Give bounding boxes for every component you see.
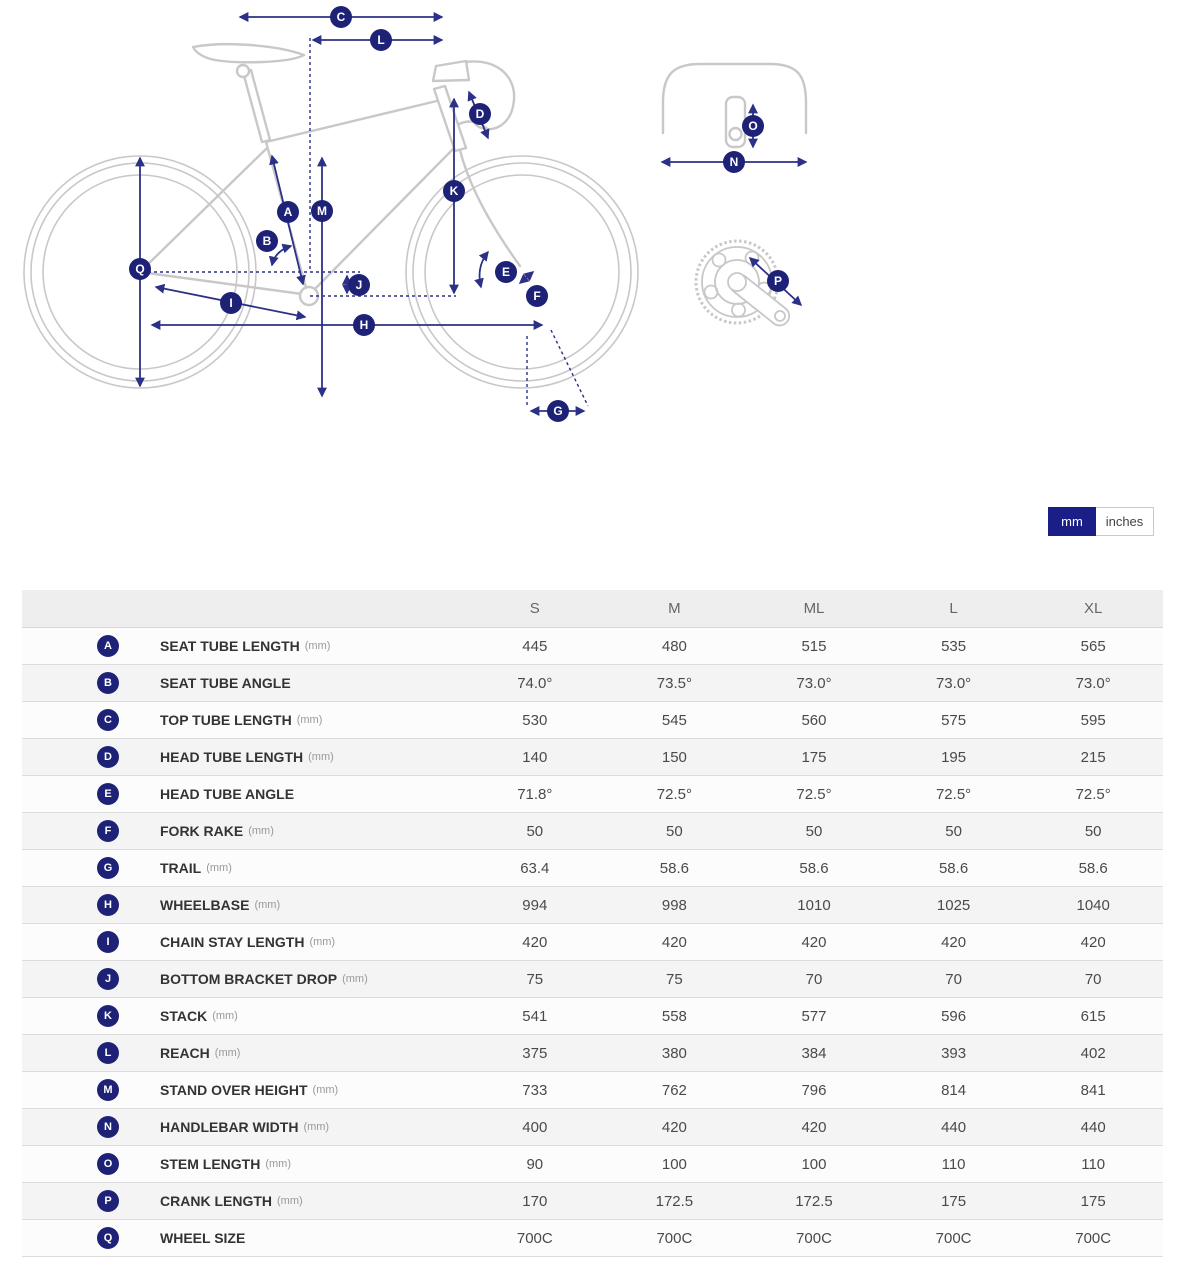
- row-value: 420: [465, 924, 605, 961]
- row-value: 420: [605, 924, 745, 961]
- row-value: 814: [884, 1072, 1024, 1109]
- svg-text:H: H: [359, 318, 369, 332]
- row-letter-badge: G: [97, 857, 119, 879]
- row-value: 700C: [465, 1220, 605, 1257]
- badge-M: [311, 200, 333, 222]
- row-value: 420: [1023, 924, 1163, 961]
- row-value: 402: [1023, 1035, 1163, 1072]
- row-unit: (mm): [296, 714, 323, 726]
- row-value: 998: [605, 887, 745, 924]
- row-label: SEAT TUBE ANGLE: [160, 675, 291, 691]
- row-value: 50: [605, 813, 745, 850]
- badge-B: [256, 230, 278, 252]
- row-label: SEAT TUBE LENGTH: [160, 638, 300, 654]
- table-row: [22, 1146, 1163, 1183]
- row-label-cell: [22, 628, 465, 665]
- row-value: 384: [744, 1035, 884, 1072]
- row-value: 90: [465, 1146, 605, 1183]
- row-label: TOP TUBE LENGTH: [160, 712, 292, 728]
- row-letter-badge: E: [97, 783, 119, 805]
- row-label-cell: [22, 665, 465, 702]
- row-value: 400: [465, 1109, 605, 1146]
- row-value: 70: [884, 961, 1024, 998]
- geometry-diagram-svg: [0, 0, 1185, 470]
- row-value: 615: [1023, 998, 1163, 1035]
- row-label-cell: [22, 813, 465, 850]
- row-value: 72.5°: [744, 776, 884, 813]
- row-value: 73.0°: [1023, 665, 1163, 702]
- row-value: 50: [465, 813, 605, 850]
- badge-I: [220, 292, 242, 314]
- row-value: 440: [884, 1109, 1024, 1146]
- row-value: 535: [884, 628, 1024, 665]
- svg-text:M: M: [317, 204, 327, 218]
- table-row: [22, 702, 1163, 739]
- svg-text:O: O: [748, 119, 758, 133]
- row-label-cell: [22, 850, 465, 887]
- row-unit: (mm): [308, 751, 334, 763]
- row-value: 50: [1023, 813, 1163, 850]
- row-value: 58.6: [744, 850, 884, 887]
- row-value: 375: [465, 1035, 605, 1072]
- row-value: 175: [744, 739, 884, 776]
- row-letter-badge: A: [97, 635, 119, 657]
- badge-O: [742, 115, 764, 137]
- row-value: 560: [744, 702, 884, 739]
- row-value: 575: [884, 702, 1024, 739]
- badge-K: [443, 180, 465, 202]
- svg-text:J: J: [355, 278, 363, 292]
- row-letter-badge: J: [97, 968, 119, 990]
- row-unit: (mm): [304, 640, 331, 652]
- row-value: 596: [884, 998, 1024, 1035]
- handlebar-front-view: [663, 64, 806, 147]
- badge-E: [495, 261, 517, 283]
- row-value: 175: [1023, 1183, 1163, 1220]
- row-value: 577: [744, 998, 884, 1035]
- row-label: HEAD TUBE LENGTH: [160, 749, 304, 765]
- table-row: [22, 665, 1163, 702]
- row-value: 110: [884, 1146, 1024, 1183]
- row-label: REACH: [160, 1045, 210, 1061]
- row-value: 420: [744, 924, 884, 961]
- row-unit: (mm): [248, 825, 274, 837]
- row-value: 762: [605, 1072, 745, 1109]
- badge-H: [353, 314, 375, 336]
- table-row: [22, 961, 1163, 998]
- size-header-s: S: [465, 590, 605, 628]
- row-label-cell: [22, 1035, 465, 1072]
- construction-lines: [142, 38, 588, 406]
- row-label: FORK RAKE: [160, 823, 244, 839]
- row-letter-badge: F: [97, 820, 119, 842]
- row-value: 530: [465, 702, 605, 739]
- unit-toggle-mm-button[interactable]: mm: [1048, 507, 1096, 536]
- table-row: [22, 1035, 1163, 1072]
- row-label: STAND OVER HEIGHT: [160, 1082, 308, 1098]
- row-value: 445: [465, 628, 605, 665]
- table-row: [22, 776, 1163, 813]
- row-unit: (mm): [312, 1084, 339, 1096]
- badge-C: [330, 6, 352, 28]
- table-row: [22, 628, 1163, 665]
- size-header-xl: XL: [1023, 590, 1163, 628]
- row-unit: (mm): [212, 1010, 238, 1022]
- svg-text:B: B: [262, 234, 272, 248]
- table-row: [22, 924, 1163, 961]
- svg-text:G: G: [553, 404, 563, 418]
- row-label-cell: [22, 1183, 465, 1220]
- row-unit: (mm): [206, 862, 232, 874]
- svg-text:D: D: [475, 107, 485, 121]
- bike-geometry-diagram: [0, 0, 1185, 470]
- row-letter-badge: K: [97, 1005, 119, 1027]
- row-label-cell: [22, 1109, 465, 1146]
- row-letter-badge: I: [97, 931, 119, 953]
- row-unit: (mm): [254, 899, 281, 911]
- row-label: HEAD TUBE ANGLE: [160, 786, 295, 802]
- badge-G: [547, 400, 569, 422]
- row-value: 420: [744, 1109, 884, 1146]
- unit-toggle: [1048, 507, 1154, 536]
- svg-text:F: F: [533, 289, 541, 303]
- badge-N: [723, 151, 745, 173]
- frame-outline: [140, 44, 520, 305]
- row-value: 420: [605, 1109, 745, 1146]
- badge-Q: [129, 258, 151, 280]
- row-letter-badge: B: [97, 672, 119, 694]
- size-header-row: [22, 590, 1163, 628]
- row-value: 172.5: [605, 1183, 745, 1220]
- row-value: 72.5°: [1023, 776, 1163, 813]
- svg-text:L: L: [377, 33, 385, 47]
- row-label: WHEELBASE: [160, 897, 250, 913]
- row-letter-badge: N: [97, 1116, 119, 1138]
- row-value: 545: [605, 702, 745, 739]
- table-row: [22, 998, 1163, 1035]
- row-value: 380: [605, 1035, 745, 1072]
- row-value: 70: [1023, 961, 1163, 998]
- row-label: STACK: [160, 1008, 208, 1024]
- row-value: 74.0°: [465, 665, 605, 702]
- row-value: 541: [465, 998, 605, 1035]
- row-value: 75: [605, 961, 745, 998]
- row-value: 733: [465, 1072, 605, 1109]
- row-value: 796: [744, 1072, 884, 1109]
- row-letter-badge: H: [97, 894, 119, 916]
- row-label: STEM LENGTH: [160, 1156, 261, 1172]
- size-header-l: L: [884, 590, 1024, 628]
- row-label-cell: [22, 1072, 465, 1109]
- row-value: 140: [465, 739, 605, 776]
- size-header-ml: ML: [744, 590, 884, 628]
- badge-P: [767, 270, 789, 292]
- row-value: 50: [744, 813, 884, 850]
- row-letter-badge: D: [97, 746, 119, 768]
- row-value: 73.0°: [744, 665, 884, 702]
- row-label: CRANK LENGTH: [160, 1193, 272, 1209]
- badge-A: [277, 201, 299, 223]
- corner-header-cell: [22, 590, 465, 628]
- row-letter-badge: O: [97, 1153, 119, 1175]
- row-value: 72.5°: [605, 776, 745, 813]
- row-value: 215: [1023, 739, 1163, 776]
- row-label-cell: [22, 702, 465, 739]
- row-value: 150: [605, 739, 745, 776]
- table-row: [22, 1072, 1163, 1109]
- row-value: 558: [605, 998, 745, 1035]
- row-unit: (mm): [214, 1047, 241, 1059]
- row-label-cell: [22, 1146, 465, 1183]
- row-value: 700C: [1023, 1220, 1163, 1257]
- svg-text:A: A: [283, 205, 293, 219]
- row-value: 172.5: [744, 1183, 884, 1220]
- row-letter-badge: Q: [97, 1227, 119, 1249]
- row-value: 170: [465, 1183, 605, 1220]
- row-value: 71.8°: [465, 776, 605, 813]
- svg-text:E: E: [501, 265, 511, 279]
- badge-L: [370, 29, 392, 51]
- svg-text:P: P: [773, 274, 783, 288]
- row-value: 195: [884, 739, 1024, 776]
- row-label-cell: [22, 739, 465, 776]
- row-letter-badge: L: [97, 1042, 119, 1064]
- row-value: 1040: [1023, 887, 1163, 924]
- row-value: 393: [884, 1035, 1024, 1072]
- row-value: 565: [1023, 628, 1163, 665]
- row-value: 595: [1023, 702, 1163, 739]
- row-value: 58.6: [1023, 850, 1163, 887]
- badge-D: [469, 103, 491, 125]
- row-label: HANDLEBAR WIDTH: [160, 1119, 299, 1135]
- row-value: 63.4: [465, 850, 605, 887]
- row-label: CHAIN STAY LENGTH: [160, 934, 305, 950]
- row-value: 994: [465, 887, 605, 924]
- unit-toggle-inches-button[interactable]: inches: [1096, 507, 1154, 536]
- row-value: 100: [744, 1146, 884, 1183]
- row-value: 700C: [744, 1220, 884, 1257]
- row-value: 1010: [744, 887, 884, 924]
- row-value: 72.5°: [884, 776, 1024, 813]
- row-letter-badge: P: [97, 1190, 119, 1212]
- geometry-table-body: [22, 628, 1163, 1257]
- row-value: 58.6: [605, 850, 745, 887]
- svg-text:C: C: [336, 10, 346, 24]
- row-label: TRAIL: [160, 860, 202, 876]
- row-value: 100: [605, 1146, 745, 1183]
- row-value: 110: [1023, 1146, 1163, 1183]
- table-row: [22, 1220, 1163, 1257]
- row-value: 841: [1023, 1072, 1163, 1109]
- table-row: [22, 813, 1163, 850]
- row-label-cell: [22, 924, 465, 961]
- row-value: 1025: [884, 887, 1024, 924]
- row-unit: (mm): [342, 973, 368, 985]
- row-unit: (mm): [309, 936, 336, 948]
- row-label-cell: [22, 961, 465, 998]
- svg-text:Q: Q: [135, 262, 145, 276]
- row-letter-badge: M: [97, 1079, 119, 1101]
- row-value: 70: [744, 961, 884, 998]
- row-value: 700C: [605, 1220, 745, 1257]
- row-label: BOTTOM BRACKET DROP: [160, 971, 338, 987]
- row-label-cell: [22, 776, 465, 813]
- geometry-table: [22, 590, 1163, 1257]
- row-unit: (mm): [265, 1158, 291, 1170]
- dimension-arrows: [140, 17, 584, 411]
- row-value: 700C: [884, 1220, 1024, 1257]
- table-row: [22, 887, 1163, 924]
- row-value: 420: [884, 924, 1024, 961]
- svg-text:I: I: [229, 296, 233, 310]
- row-label-cell: [22, 998, 465, 1035]
- size-header-m: M: [605, 590, 745, 628]
- row-value: 480: [605, 628, 745, 665]
- svg-text:N: N: [729, 155, 739, 169]
- table-row: [22, 1183, 1163, 1220]
- table-row: [22, 739, 1163, 776]
- row-label: WHEEL SIZE: [160, 1230, 246, 1246]
- row-label-cell: [22, 887, 465, 924]
- row-value: 175: [884, 1183, 1024, 1220]
- row-value: 515: [744, 628, 884, 665]
- badge-J: [348, 274, 370, 296]
- svg-text:K: K: [449, 184, 459, 198]
- row-unit: (mm): [277, 1195, 303, 1207]
- row-value: 50: [884, 813, 1024, 850]
- row-label-cell: [22, 1220, 465, 1257]
- row-value: 73.0°: [884, 665, 1024, 702]
- row-value: 58.6: [884, 850, 1024, 887]
- badge-F: [526, 285, 548, 307]
- row-unit: (mm): [303, 1121, 330, 1133]
- row-value: 73.5°: [605, 665, 745, 702]
- table-row: [22, 850, 1163, 887]
- row-value: 440: [1023, 1109, 1163, 1146]
- table-row: [22, 1109, 1163, 1146]
- row-value: 75: [465, 961, 605, 998]
- row-letter-badge: C: [97, 709, 119, 731]
